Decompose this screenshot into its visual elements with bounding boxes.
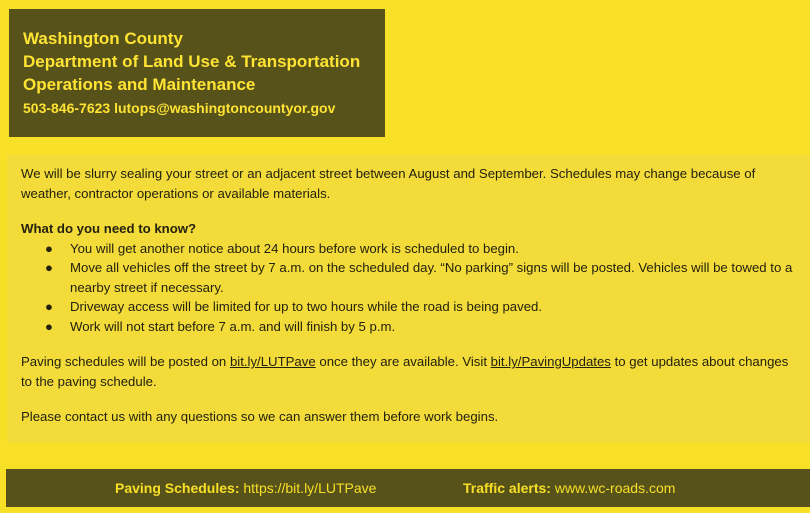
paving-schedules-footer: Paving Schedules: https://bit.ly/LUTPave bbox=[115, 480, 377, 496]
intro-paragraph: We will be slurry sealing your street or an adjacent street between August and September. Schedules may change because of weather, contractor operations or available materials. bbox=[21, 166, 756, 201]
notice-body bbox=[7, 155, 810, 443]
paving-link[interactable]: bit.ly/LUTPave bbox=[229, 354, 316, 369]
section-heading: What do you need to know? bbox=[21, 221, 197, 236]
county-name: Washington County bbox=[23, 29, 183, 48]
paving-paragraph: Paving schedules will be posted on bit.ly/LUTPave once they are available. Visit bit.ly/PavingUpdates to get updates about changes to the paving schedule. bbox=[21, 354, 789, 389]
footer-banner bbox=[6, 469, 810, 507]
department-name: Department of Land Use & Transportation bbox=[23, 52, 361, 71]
traffic-alerts-footer: Traffic alerts: www.wc-roads.com bbox=[463, 480, 676, 496]
info-list bbox=[21, 239, 796, 337]
list-item: ● Driveway access will be limited for up to two hours while the road is being paved. bbox=[21, 297, 796, 317]
bullet-icon: ● bbox=[45, 299, 53, 314]
bullet-icon: ● bbox=[45, 318, 53, 334]
bullet-icon: ● bbox=[45, 260, 53, 275]
contact-paragraph: Please contact us with any questions so we can answer them before work begins. bbox=[21, 409, 499, 424]
list-item: ● You will get another notice about 24 hours before work is scheduled to begin. bbox=[21, 239, 796, 259]
bullet-icon: ● bbox=[45, 240, 53, 256]
list-item: ● Work will not start before 7 a.m. and will finish by 5 p.m. bbox=[21, 317, 796, 337]
division-name: Operations and Maintenance bbox=[23, 75, 256, 94]
header-banner bbox=[9, 9, 385, 137]
updates-link[interactable]: bit.ly/PavingUpdates bbox=[490, 354, 611, 369]
traffic-alerts-url[interactable]: www.wc-roads.com bbox=[550, 480, 676, 496]
contact-info: 503-846-7623 lutops@washingtoncountyor.gov bbox=[23, 100, 336, 116]
paving-schedules-url[interactable]: https://bit.ly/LUTPave bbox=[239, 480, 377, 496]
list-item: ● Move all vehicles off the street by 7 a.m. on the scheduled day. “No parking” signs will be posted. Vehicles will be towed to a nearby street if necessary. bbox=[45, 260, 793, 295]
